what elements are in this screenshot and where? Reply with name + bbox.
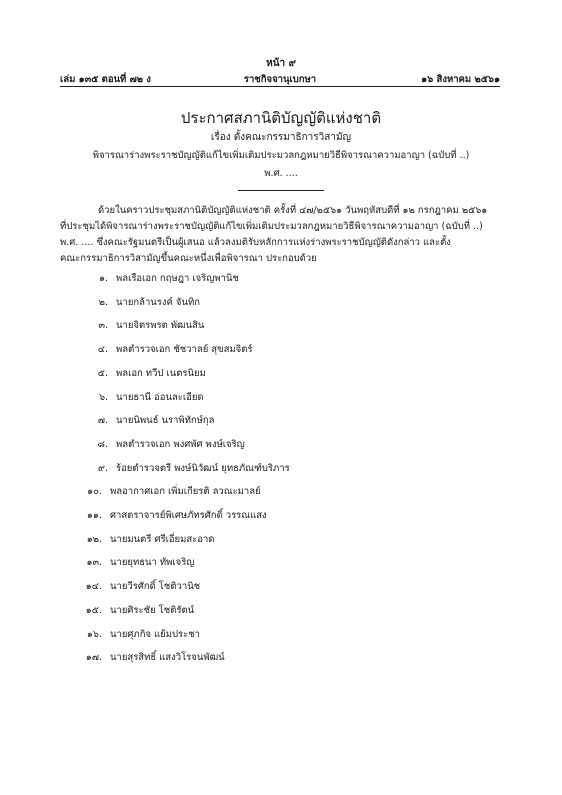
member-number: ๓. [98, 320, 108, 332]
page-number: หน้า ๙ [266, 58, 296, 69]
announcement-title: ประกาศสภานิติบัญญัติแห่งชาติ [180, 109, 382, 127]
title-divider [238, 190, 324, 191]
committee-member [72, 533, 512, 547]
member-number: ๑. [98, 273, 108, 284]
gazette-name: ราชกิจจานุเบกษา [243, 74, 317, 85]
committee-member [78, 343, 518, 357]
member-number: ๘. [97, 438, 108, 450]
committee-member [78, 414, 518, 428]
member-number: ๙. [98, 462, 108, 474]
member-number: ๑๐. [87, 486, 102, 498]
body-line: ที่ประชุมได้พิจารณาร่างพระราชบัญญัติแก้ไขเพิ่มเติมประมวลกฎหมายวิธีพิจารณาความอาญา (ฉบับที่ ..) [60, 221, 483, 232]
member-number: ๑๗. [85, 652, 102, 664]
gazette-header [60, 72, 500, 87]
member-number: ๑๓. [86, 557, 102, 569]
member-name: นายธานี อ่อนละเอียด [116, 391, 204, 403]
member-name: พลเอก ทวีป เนตรนิยม [116, 367, 206, 379]
bill-year: พ.ศ. .... [264, 168, 298, 179]
member-number: ๒. [98, 296, 108, 308]
member-name: นายนิพนธ์ นราพิทักษ์กุล [116, 415, 215, 427]
member-name: นายวีรศักดิ์ โชติวานิช [110, 581, 201, 593]
member-name: พลตำรวจเอก พงศพัศ พงษ์เจริญ [116, 438, 245, 450]
committee-member [78, 272, 518, 286]
body-line: คณะกรรมาธิการวิสามัญขึ้นคณะหนึ่งเพื่อพิจารณา ประกอบด้วย [60, 253, 317, 264]
committee-member [72, 485, 512, 499]
body-line: ด้วยในคราวประชุมสภานิติบัญญัติแห่งชาติ ครั้งที่ ๔๗/๒๕๖๑ วันพฤหัสบดีที่ ๑๒ กรกฎาคม ๒๕๖๑ [98, 205, 488, 216]
member-number: ๑๒. [86, 533, 102, 545]
member-name: พลอากาศเอก เพิ่มเกียรติ ลวณะมาลย์ [110, 486, 261, 498]
member-name: นายยุทธนา ทัพเจริญ [110, 557, 195, 569]
member-number: ๗. [97, 415, 108, 427]
committee-member [72, 628, 512, 642]
member-name: นายมนตรี ศรีเอี่ยมสะอาด [110, 533, 215, 545]
committee-member [72, 556, 512, 570]
member-name: นายจิตรพรต พัฒนสิน [116, 320, 205, 332]
member-name: นายศิระชัย โชติรัตน์ [110, 604, 195, 616]
committee-member [78, 319, 518, 333]
member-number: ๑๕. [85, 604, 102, 616]
member-number: ๕. [97, 367, 108, 379]
committee-member [78, 462, 518, 476]
member-name: ร้อยตำรวจตรี พงษ์นิวัฒน์ ยุทธภัณฑ์บริภาร [116, 462, 290, 474]
gazette-date: ๑๖ สิงหาคม ๒๕๖๑ [421, 74, 500, 85]
member-number: ๑๔. [85, 581, 102, 593]
committee-member [72, 509, 512, 523]
bill-name: พิจารณาร่างพระราชบัญญัติแก้ไขเพิ่มเติมประมวลกฎหมายวิธีพิจารณาความอาญา (ฉบับที่ ..) [92, 150, 470, 161]
committee-member [72, 580, 512, 594]
member-name: นายกล้านรงค์ จันทิก [116, 296, 200, 308]
member-name: นายศุภกิจ แย้มประชา [110, 628, 200, 640]
committee-member [72, 651, 512, 665]
committee-member [78, 438, 518, 452]
member-number: ๖. [98, 391, 108, 403]
announcement-subject: เรื่อง ตั้งคณะกรรมาธิการวิสามัญ [210, 132, 352, 143]
committee-member [78, 391, 518, 405]
member-name: ศาสตราจารย์พิเศษภัทรศักดิ์ วรรณแสง [110, 510, 267, 521]
member-number: ๔. [97, 344, 108, 356]
committee-member [78, 367, 518, 381]
member-number: ๑๑. [86, 510, 102, 521]
committee-member [72, 604, 512, 618]
member-name: พลเรือเอก กฤษฎา เจริญพานิช [116, 273, 239, 284]
committee-member [78, 296, 518, 310]
member-number: ๑๖. [86, 628, 102, 640]
body-line: พ.ศ. .... ซึ่งคณะรัฐมนตรีเป็นผู้เสนอ แล้วลงมติรับหลักการแห่งร่างพระราชบัญญัติดังกล่าว และตั้ง [60, 237, 451, 248]
gazette-volume-issue: เล่ม ๑๓๕ ตอนที่ ๗๒ ง [60, 74, 151, 85]
member-name: นายสุรสิทธิ์ แสงวิโรจนพัฒน์ [110, 652, 225, 664]
member-name: พลตำรวจเอก ชัชวาลย์ สุขสมจิตร์ [116, 344, 253, 356]
